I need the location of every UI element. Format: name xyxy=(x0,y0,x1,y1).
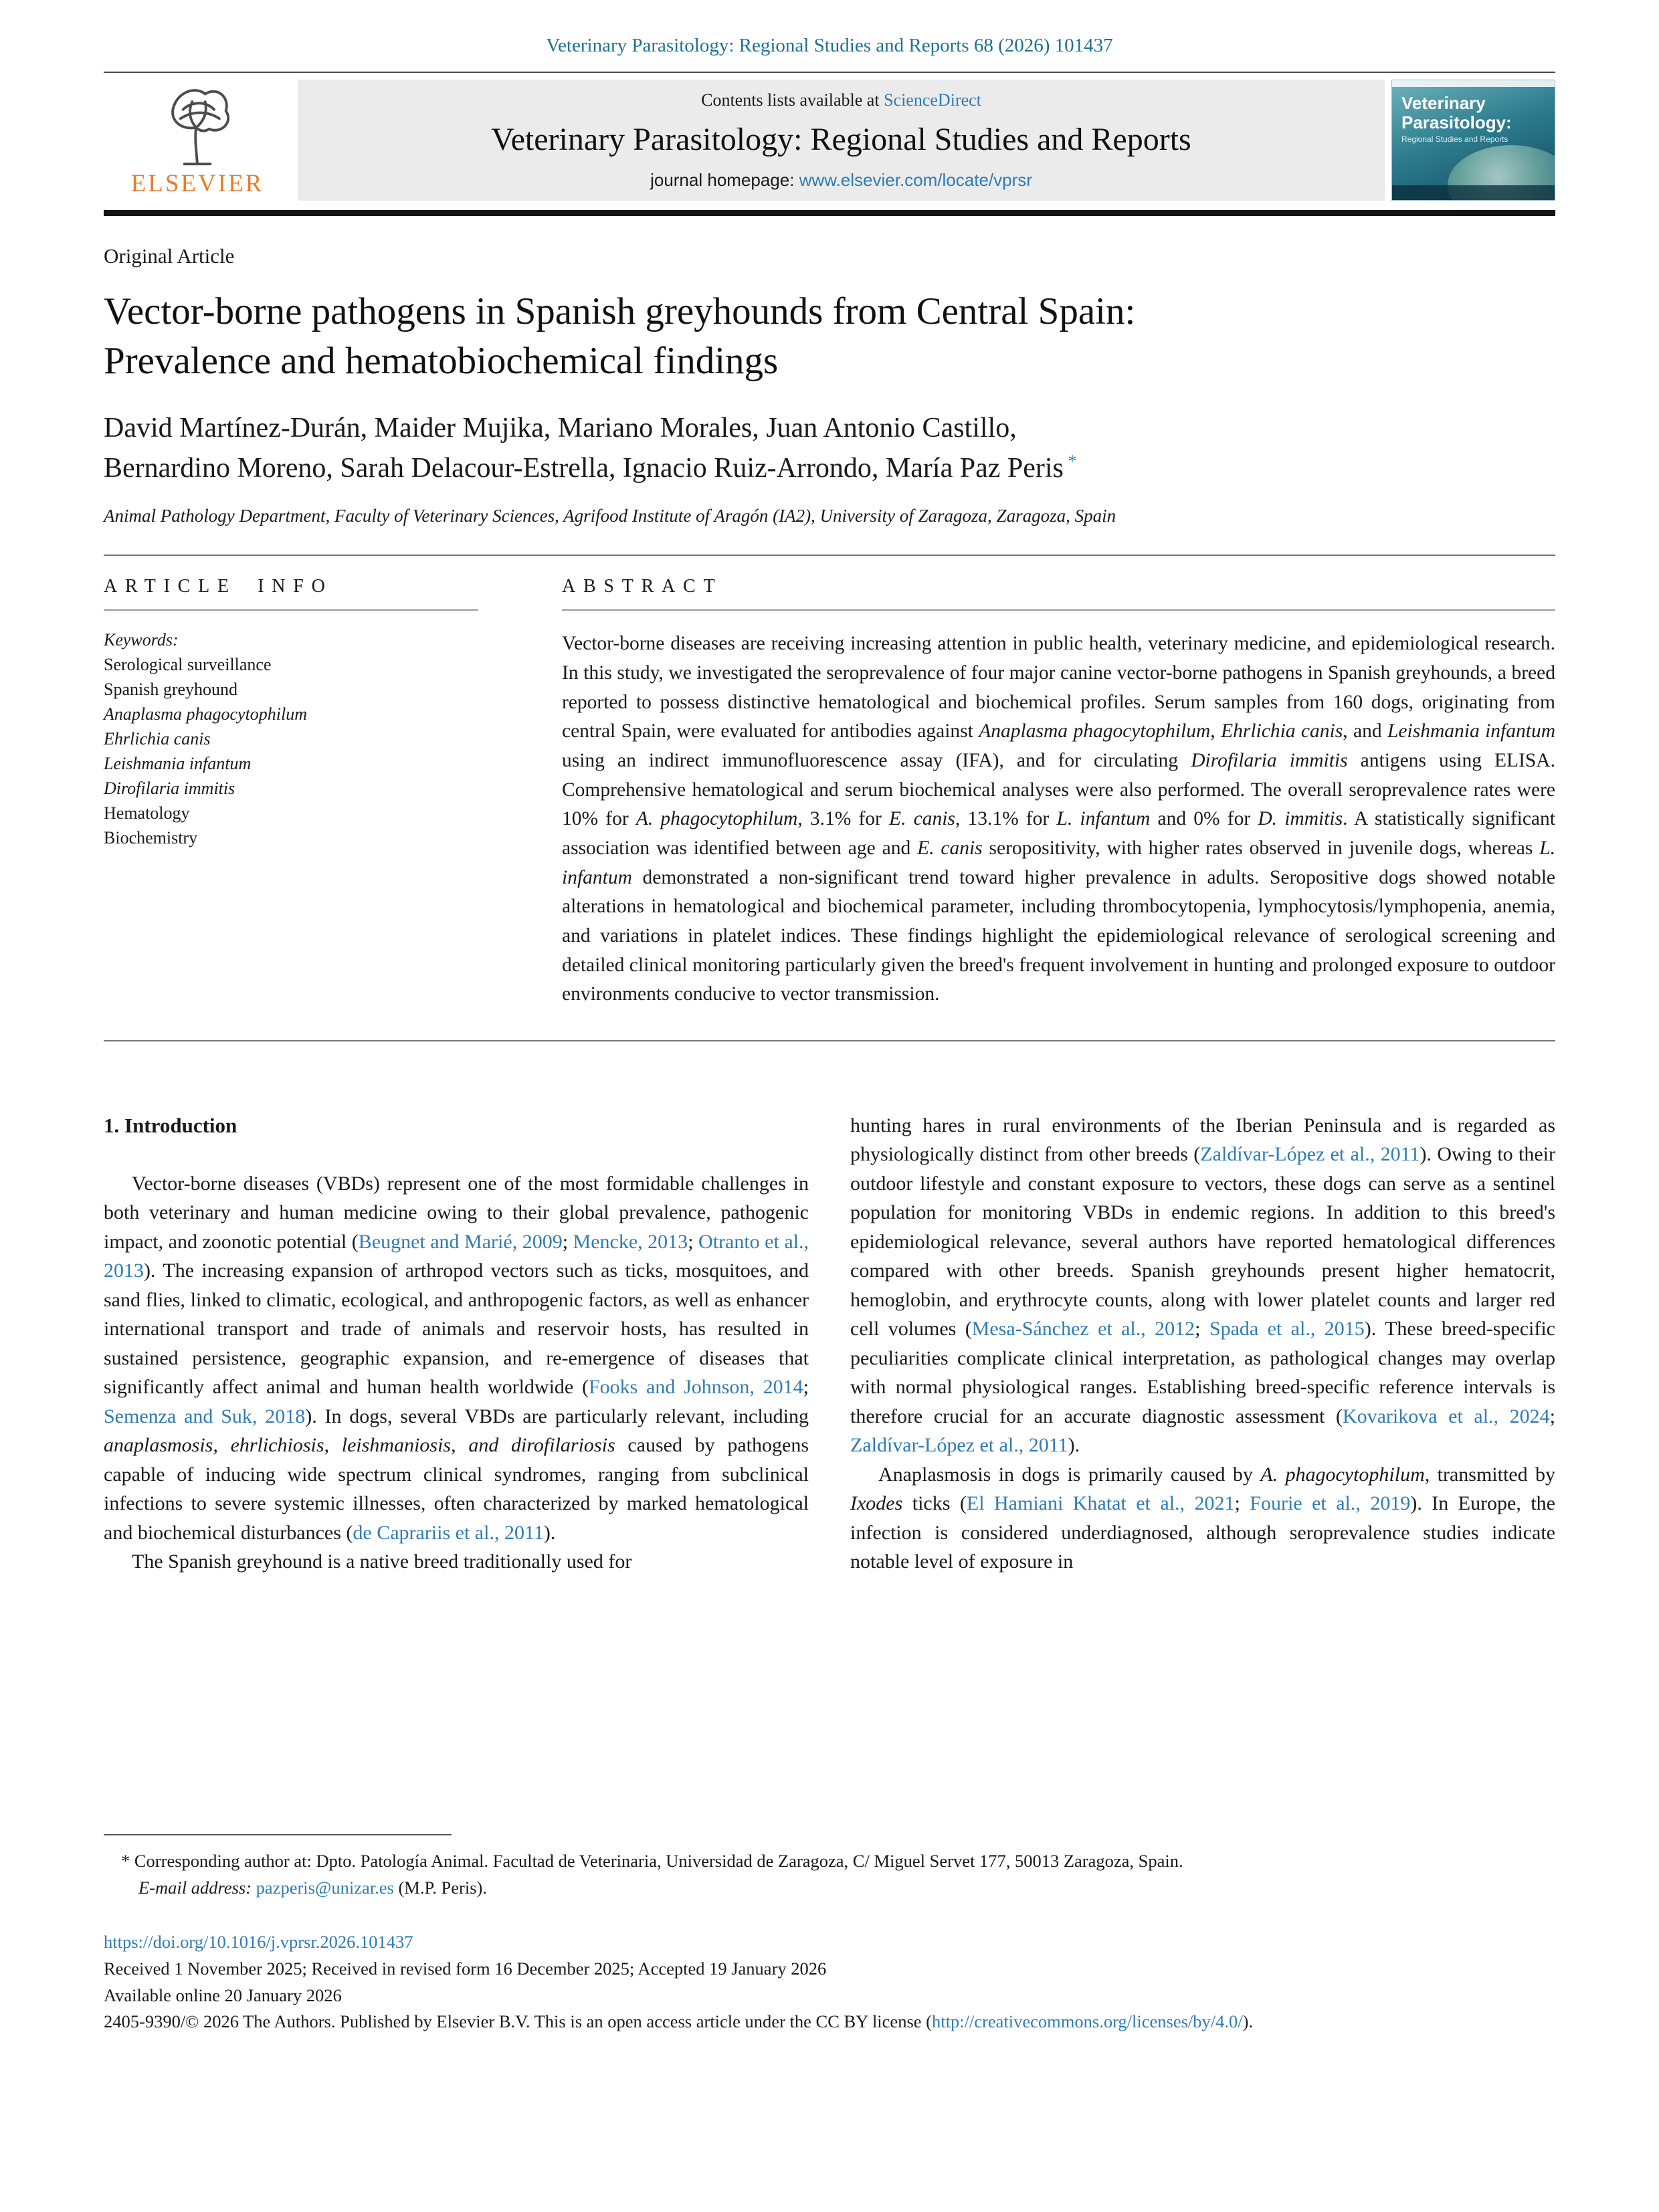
inline-link[interactable]: Fooks and Johnson, 2014 xyxy=(588,1376,803,1399)
text-segment: caused by pathogens capable of inducing wide spectrum clinical syndromes, ranging from subclinical infections to severe systemic illnesses, often characterized by marked hematological and biochemical disturbances ( xyxy=(104,1434,809,1544)
journal-banner xyxy=(298,80,1385,201)
text-segment: seropositivity, with higher rates observed in juvenile dogs, whereas xyxy=(982,837,1540,860)
cover-title-line2: Parasitology: xyxy=(1401,112,1512,132)
text-segment: E. canis xyxy=(917,837,983,860)
section-heading-introduction: 1. Introduction xyxy=(104,1113,237,1137)
keyword-item: Hematology xyxy=(104,803,190,823)
text-segment: ticks ( xyxy=(902,1492,967,1515)
available-online: Available online 20 January 2026 xyxy=(104,1985,342,2005)
header-thick-rule xyxy=(104,210,1555,216)
text-segment: Anaplasma phagocytophilum xyxy=(979,720,1211,742)
top-divider xyxy=(104,72,1555,73)
text-segment: ; xyxy=(688,1230,699,1253)
introduction-section xyxy=(104,1111,1555,1577)
journal-header xyxy=(104,80,1555,201)
elsevier-logo[interactable] xyxy=(104,80,291,201)
intro-right-column xyxy=(850,1111,1555,1577)
text-segment: Ixodes xyxy=(850,1492,903,1515)
text-segment: E. canis xyxy=(889,808,955,830)
text-segment: ). The increasing expansion of arthropod vectors such as ticks, mosquitoes, and sand flies, linked to climatic, ecological, and anthropogenic factors, as well as enhancer international transport and trade of animals and reservoir hosts, has resulted in sustained persistence, geographic expansion, and re-emergence of diseases that significantly affect animal and human health worldwide ( xyxy=(104,1260,809,1399)
inline-link[interactable]: Otranto et al., 2013 xyxy=(104,1230,809,1282)
abstract-heading: ABSTRACT xyxy=(562,576,723,597)
article-title-line2: Prevalence and hematobiochemical findings xyxy=(104,340,779,383)
keyword-item: Spanish greyhound xyxy=(104,680,238,700)
cover-title xyxy=(1392,87,1555,132)
elsevier-tree-icon xyxy=(147,82,248,168)
inline-link[interactable]: pazperis@unizar.es xyxy=(256,1877,394,1898)
text-segment: , and xyxy=(1343,720,1388,742)
inline-link[interactable]: Fourie et al., 2019 xyxy=(1250,1492,1411,1515)
keyword-item: Leishmania infantum xyxy=(104,753,252,773)
info-abstract-section xyxy=(104,555,1555,1041)
elsevier-wordmark: ELSEVIER xyxy=(130,170,264,197)
inline-link[interactable]: Zaldívar-López et al., 2011 xyxy=(1200,1143,1420,1166)
text-segment: . A statistically significant association was identified between age and xyxy=(562,808,1555,860)
article-info-column xyxy=(104,576,478,1009)
text-segment: Vector-borne diseases (VBDs) represent one of the most formidable challenges in both veterinary and human medicine owing to their global prevalence, pathogenic impact, and zoonotic potential ( xyxy=(104,1172,809,1253)
text-segment: anaplasmosis, ehrlichiosis, leishmaniosis, and dirofilariosis xyxy=(104,1434,615,1457)
contents-list-line xyxy=(311,90,1371,110)
keyword-item: Serological surveillance xyxy=(104,655,272,675)
text-segment: , 13.1% for xyxy=(955,808,1057,830)
inline-link[interactable]: ScienceDirect xyxy=(884,90,981,110)
intro-paragraph xyxy=(104,1547,809,1577)
text-segment: Vector-borne diseases are receiving increasing attention in public health, veterinary medicine, and epidemiological research. In this study, we investigated the seroprevalence of four major canine vector-borne pathogens in Spanish greyhounds, a breed reported to possess distinctive hematological and biochemical profiles. Serum samples from 160 dogs, originating from central Spain, were evaluated for antibodies against xyxy=(562,633,1555,742)
text-segment: The Spanish greyhound is a native breed traditionally used for xyxy=(132,1550,632,1573)
cover-top-strip xyxy=(1392,80,1555,87)
page-footer xyxy=(104,1834,1555,2035)
cover-bottom-band xyxy=(1392,185,1555,200)
inline-link[interactable]: Kovarikova et al., 2024 xyxy=(1342,1405,1550,1427)
text-segment: David Martínez-Durán, Maider Mujika, Mariano Morales, Juan Antonio Castillo, xyxy=(104,413,1017,444)
text-segment: E-mail address: xyxy=(138,1877,256,1898)
inline-link[interactable]: Semenza and Suk, 2018 xyxy=(104,1405,306,1427)
text-segment: , xyxy=(1210,720,1222,742)
inline-link[interactable]: Spada et al., 2015 xyxy=(1209,1318,1365,1340)
inline-link[interactable]: Mesa-Sánchez et al., 2012 xyxy=(971,1318,1195,1340)
text-segment: A. phagocytophilum xyxy=(1260,1463,1425,1486)
corresponding-author-note: * Corresponding author at: Dpto. Patología Animal. Facultad de Veterinaria, Universidad de Zaragoza, C/ Miguel Servet 177, 50013 Zaragoza, Spain. xyxy=(121,1851,1183,1871)
text-segment: and 0% for xyxy=(1150,808,1258,830)
text-segment: , 3.1% for xyxy=(797,808,890,830)
text-segment: ; xyxy=(1549,1405,1555,1427)
cover-subtitle: Regional Studies and Reports xyxy=(1401,134,1508,144)
text-segment: A. phagocytophilum xyxy=(636,808,798,830)
inline-link[interactable]: Zaldívar-López et al., 2011 xyxy=(850,1434,1068,1457)
article-type-label: Original Article xyxy=(104,244,235,268)
inline-link[interactable]: El Hamiani Khatat et al., 2021 xyxy=(966,1492,1235,1515)
keyword-item: Biochemistry xyxy=(104,827,198,847)
affiliation: Animal Pathology Department, Faculty of Veterinary Sciences, Agrifood Institute of Aragón (IA2), University of Zaragoza, Zaragoza, Spain xyxy=(104,506,1116,526)
keyword-item: Anaplasma phagocytophilum xyxy=(104,704,308,724)
received-dates: Received 1 November 2025; Received in revised form 16 December 2025; Accepted 19 January 2026 xyxy=(104,1958,827,1979)
text-segment: ). xyxy=(1242,2011,1254,2032)
text-segment: L. infantum xyxy=(562,837,1555,888)
intro-paragraph-continued xyxy=(850,1111,1555,1460)
text-segment: ). Owing to their outdoor lifestyle and constant exposure to vectors, these dogs can serve as a sentinel population for monitoring VBDs in endemic regions. In addition to this breed's epidemiological relevance, several authors have reported hematological differences compared with other breeds. Spanish greyhounds present higher hematocrit, hemoglobin, and erythrocyte counts, along with lower platelet counts and larger red cell volumes ( xyxy=(850,1143,1556,1340)
article-info-rule xyxy=(104,609,478,611)
text-segment: antigens using ELISA. Comprehensive hematological and serum biochemical analyses were also performed. The overall seroprevalence rates were 10% for xyxy=(562,750,1555,830)
journal-title: Veterinary Parasitology: Regional Studies and Reports xyxy=(491,122,1191,157)
article-title xyxy=(104,287,1555,386)
keyword-item: Ehrlichia canis xyxy=(104,729,211,749)
journal-reference[interactable]: Veterinary Parasitology: Regional Studies and Reports 68 (2026) 101437 xyxy=(546,35,1113,56)
text-segment: ). xyxy=(1068,1434,1080,1457)
text-segment: Ehrlichia canis xyxy=(1221,720,1343,742)
cover-title-line1: Veterinary xyxy=(1401,93,1486,113)
text-segment: ). These breed-specific peculiarities complicate clinical interpretation, as pathological changes may overlap with normal physiological ranges. Establishing breed-specific reference intervals is therefore crucial for an accurate diagnostic assessment ( xyxy=(850,1318,1555,1427)
keywords-list xyxy=(104,653,478,850)
intro-paragraph xyxy=(104,1169,809,1548)
keywords-block xyxy=(104,628,478,850)
text-segment: Anaplasmosis in dogs is primarily caused by xyxy=(878,1463,1261,1486)
inline-link[interactable]: http://creativecommons.org/licenses/by/4.0/ xyxy=(931,2011,1243,2032)
inline-link[interactable]: * xyxy=(1063,451,1077,471)
abstract-column xyxy=(562,576,1555,1009)
inline-link[interactable]: Beugnet and Marié, 2009 xyxy=(358,1230,563,1253)
text-segment: ; xyxy=(1234,1492,1250,1515)
text-segment: Bernardino Moreno, Sarah Delacour-Estrella, Ignacio Ruiz-Arrondo, María Paz Peris xyxy=(104,452,1064,484)
copyright-line xyxy=(104,2009,1555,2035)
text-segment: demonstrated a non-significant trend toward higher prevalence in adults. Seropositive dogs showed notable alterations in hematological and biochemical parameter, including thrombocytopenia, lymphocytosis/lymphopenia, anemia, and variations in platelet indices. These findings highlight the epidemiological relevance of serological screening and detailed clinical monitoring particularly given the breed's frequent involvement in hunting and prolonged exposure to outdoor environments conducive to vector transmission. xyxy=(562,866,1555,1005)
inline-link[interactable]: de Caprariis et al., 2011 xyxy=(353,1521,544,1544)
corresponding-author-email xyxy=(104,1876,1555,1901)
intro-left-column xyxy=(104,1111,809,1577)
text-segment: hunting hares in rural environments of the Iberian Peninsula and is regarded as physiologically distinct from other breeds ( xyxy=(850,1114,1555,1166)
text-segment: Contents lists available at xyxy=(701,90,884,110)
journal-homepage-line xyxy=(311,170,1371,191)
article-title-line1: Vector-borne pathogens in Spanish greyhounds from Central Spain: xyxy=(104,290,1136,332)
keywords-label: Keywords: xyxy=(104,630,179,650)
text-segment: ; xyxy=(1195,1318,1209,1340)
text-segment: ; xyxy=(562,1230,573,1253)
text-segment: 2405-9390/© 2026 The Authors. Published by Elsevier B.V. This is an open access article under the CC BY license ( xyxy=(104,2011,932,2032)
author-list xyxy=(104,409,1555,488)
text-segment: ). xyxy=(543,1521,556,1544)
text-segment: D. immitis xyxy=(1258,808,1343,830)
doi-link[interactable]: https://doi.org/10.1016/j.vprsr.2026.101437 xyxy=(104,1932,413,1952)
text-segment: ). In Europe, the infection is considered underdiagnosed, although seroprevalence studies indicate notable level of exposure in xyxy=(850,1492,1555,1573)
text-segment: ; xyxy=(803,1376,809,1399)
journal-cover-thumbnail[interactable] xyxy=(1391,80,1555,201)
text-segment: journal homepage: xyxy=(650,170,799,190)
text-segment: , transmitted by xyxy=(1424,1463,1555,1486)
text-segment: (M.P. Peris). xyxy=(393,1877,487,1898)
text-segment: Dirofilaria immitis xyxy=(1191,750,1348,772)
inline-link[interactable]: Mencke, 2013 xyxy=(573,1230,688,1253)
inline-link[interactable]: www.elsevier.com/locate/vprsr xyxy=(799,170,1032,190)
footnote-divider xyxy=(104,1834,452,1835)
keyword-item: Dirofilaria immitis xyxy=(104,778,235,798)
intro-paragraph xyxy=(850,1460,1555,1577)
text-segment: ). In dogs, several VBDs are particularly relevant, including xyxy=(305,1405,809,1427)
text-segment: Leishmania infantum xyxy=(1387,720,1555,742)
abstract-rule xyxy=(562,609,1555,611)
article-info-heading: ARTICLE INFO xyxy=(104,576,333,597)
abstract-text xyxy=(562,629,1555,1009)
text-segment: L. infantum xyxy=(1056,808,1151,830)
text-segment: using an indirect immunofluorescence assay (IFA), and for circulating xyxy=(562,750,1191,772)
